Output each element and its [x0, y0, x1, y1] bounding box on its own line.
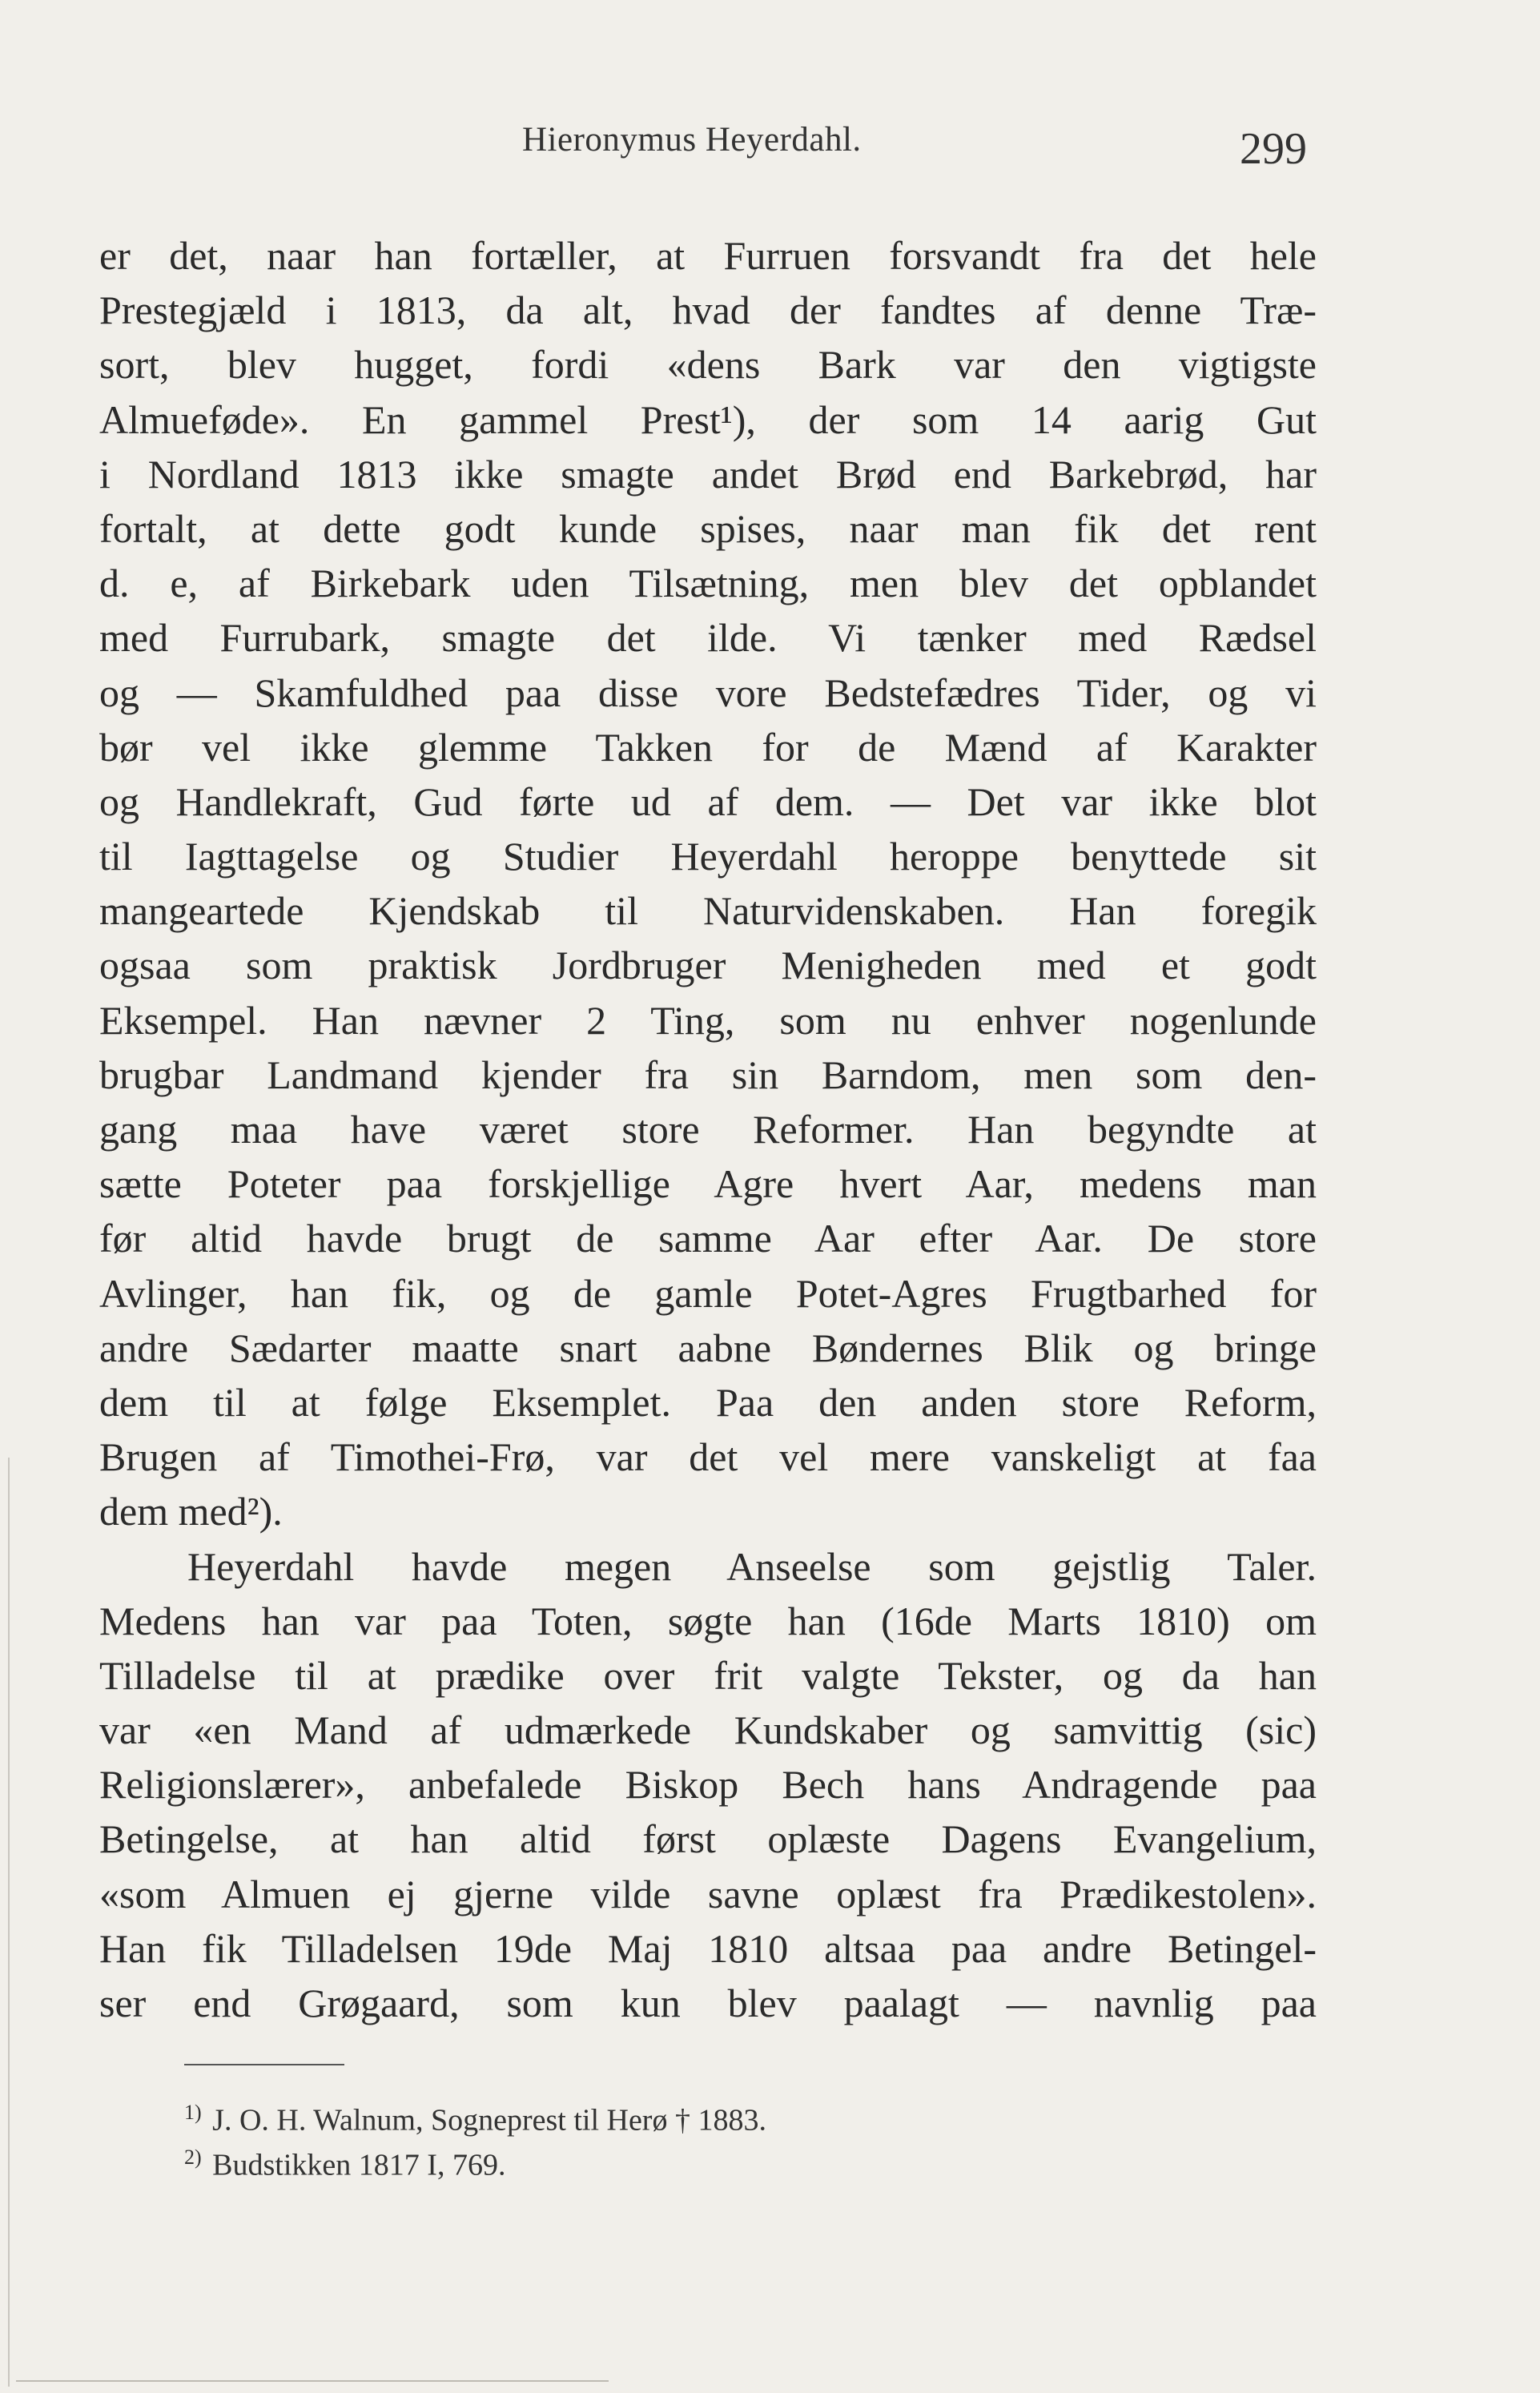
text-line: Eksempel. Han nævner 2 Ting, som nu enhver nogenlunde — [99, 997, 1317, 1043]
text-line: Avlinger, han fik, og de gamle Potet-Agres Frugtbarhed for — [99, 1270, 1317, 1316]
footnote-marker: 1) — [184, 2101, 202, 2124]
text-line: Prestegjæld i 1813, da alt, hvad der fandtes af denne Træ- — [99, 288, 1317, 333]
text-line: Medens han var paa Toten, søgte han (16de Marts 1810) om — [99, 1598, 1317, 1643]
text-line: d. e, af Birkebark uden Tilsætning, men blev det opblandet — [99, 561, 1317, 606]
text-line: dem til at følge Eksemplet. Paa den anden store Reform, — [99, 1379, 1317, 1425]
body-text — [99, 228, 1317, 2030]
text-line: brugbar Landmand kjender fra sin Barndom, men som den- — [99, 1052, 1317, 1097]
footnote-marker: 2) — [184, 2146, 202, 2169]
page-number: 299 — [1240, 124, 1307, 174]
text-line: dem med²). — [99, 1489, 283, 1534]
text-line: Brugen af Timothei-Frø, var det vel mere vanskeligt at faa — [99, 1434, 1317, 1480]
text-line: ogsaa som praktisk Jordbruger Menigheden med et godt — [99, 943, 1317, 988]
footnote-text: J. O. H. Walnum, Sogneprest til Herø † 1883. — [212, 2103, 766, 2138]
footnote-separator — [184, 2064, 344, 2065]
text-line: er det, naar han fortæller, at Furruen forsvandt fra det hele — [99, 233, 1317, 278]
page-header — [0, 120, 1540, 176]
text-line: med Furrubark, smagte det ilde. Vi tænker med Rædsel — [99, 615, 1317, 661]
text-line: og — Skamfuldhed paa disse vore Bedstefædres Tider, og vi — [99, 670, 1317, 715]
text-line: bør vel ikke glemme Takken for de Mænd af Karakter — [99, 724, 1317, 770]
footnote-text: Budstikken 1817 I, 769. — [212, 2148, 506, 2182]
text-line: ser end Grøgaard, som kun blev paalagt — navnlig paa — [99, 1981, 1317, 2025]
footnote — [184, 2135, 1065, 2180]
text-line: og Handlekraft, Gud førte ud af dem. — Det var ikke blot — [99, 778, 1317, 824]
text-line: Religionslærer», anbefalede Biskop Bech hans Andragende paa — [99, 1762, 1317, 1808]
text-line: andre Sædarter maatte snart aabne Bøndernes Blik og bringe — [99, 1325, 1317, 1370]
text-line: var «en Mand af udmærkede Kundskaber og samvittig (sic) — [99, 1707, 1317, 1753]
text-line: fortalt, at dette godt kunde spises, naar man fik det rent — [99, 505, 1317, 551]
paragraph-start-line: Heyerdahl havde megen Anseelse som gejstlig Taler. — [187, 1543, 1317, 1589]
text-line: Almueføde». En gammel Prest¹), der som 14 aarig Gut — [99, 396, 1317, 442]
text-line: i Nordland 1813 ikke smagte andet Brød end Barkebrød, har — [99, 451, 1317, 497]
running-head: Hieronymus Heyerdahl. — [522, 121, 862, 159]
text-line: til Iagttagelse og Studier Heyerdahl heroppe benyttede sit — [99, 834, 1317, 879]
text-line: Han fik Tilladelsen 19de Maj 1810 altsaa paa andre Betingel- — [99, 1925, 1317, 1971]
footnotes — [184, 2090, 1065, 2180]
text-line: «som Almuen ej gjerne vilde savne oplæst fra Prædikestolen». — [99, 1871, 1317, 1916]
text-line: før altid havde brugt de samme Aar efter Aar. De store — [99, 1216, 1317, 1261]
page-bottom-edge — [16, 2380, 609, 2382]
text-line: gang maa have været store Reformer. Han begyndte at — [99, 1107, 1317, 1152]
page-edge-shadow — [8, 1458, 10, 2387]
text-line: sætte Poteter paa forskjellige Agre hvert Aar, medens man — [99, 1161, 1317, 1207]
text-line: sort, blev hugget, fordi «dens Bark var den vigtigste — [99, 342, 1317, 388]
footnote — [184, 2090, 1065, 2138]
text-line: mangeartede Kjendskab til Naturvidenskaben. Han foregik — [99, 888, 1317, 934]
text-line: Tilladelse til at prædike over frit valgte Tekster, og da han — [99, 1652, 1317, 1698]
text-line: Betingelse, at han altid først oplæste Dagens Evangelium, — [99, 1816, 1317, 1862]
